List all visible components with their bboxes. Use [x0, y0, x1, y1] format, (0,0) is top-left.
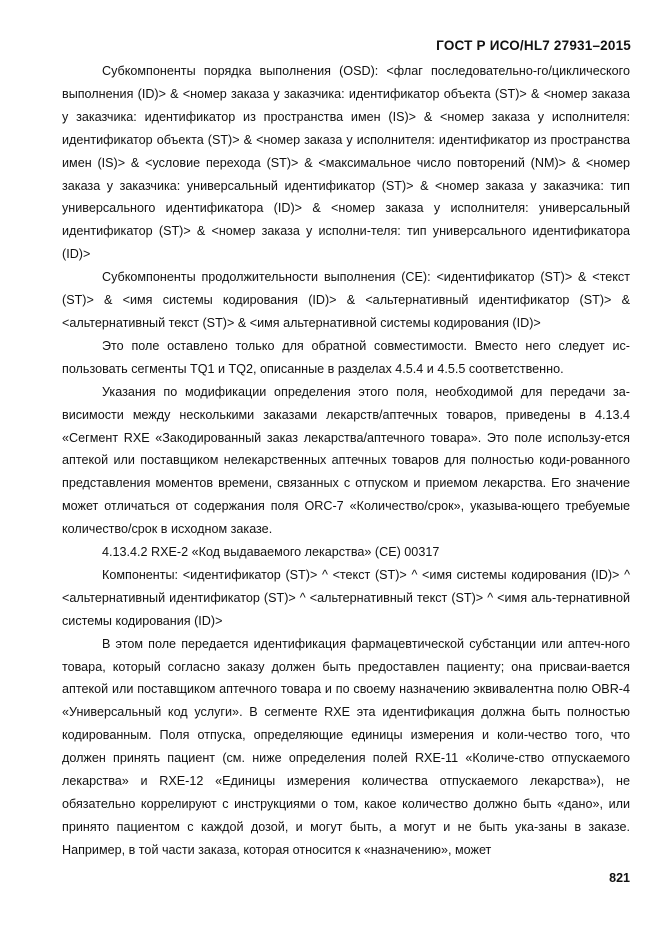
paragraph-field-description: В этом поле передается идентификация фармацевтической субстанции или аптеч-ного товара, который согласно заказу должен быть предоставлен пациенту; она присваи-вается аптекой или поставщиком аптечного товара и по своему назначению эквивалентна полю OBR-4 «Универсальный код услуги». В сегменте RXE эта идентификация должна быть полностью кодированным. Поля отпуска, определяющие единицы измерения и коли-чество того, что должен принять пациент (см. ниже определения полей RXE-11 «Количе-ство отпускаемого лекарства» и RXE-12 «Единицы измерения количества отпускаемого лекарства»), не обязательно коррелируют с инструкциями о том, какое количество должно быть «дано», или принято пациентом с каждой дозой, и могут быть, а могут и не быть ука-заны в заказе. Например, в той части заказа, которая относится к «назначению», может — [62, 636, 630, 857]
document-header: ГОСТ Р ИСО/HL7 27931–2015 — [436, 38, 631, 53]
paragraph-components: Компоненты: <идентификатор (ST)> ^ <текст (ST)> ^ <имя системы кодирования (ID)> ^ <альтернативный идентификатор (ST)> ^ <альтернативный текст (ST)> ^ <имя аль-тернативной системы кодирования (ID)> — [62, 567, 630, 628]
paragraph-modification-instructions: Указания по модификации определения этого поля, необходимой для передачи за-висимости между несколькими заказами лекарств/аптечных товаров, приведены в 4.13.4 «Сегмент RXE «Закодированный заказ лекарства/аптечного товара». Это поле использу-ется аптекой или поставщиком нелекарственных аптечных товаров для полностью коди-рованного представления моментов времени, связанных с отпуском и приемом лекарства. Его значение может отличаться от содержания поля ORC-7 «Количество/срок», указыва-ющего требуемые количество/срок в исходном заказе. — [62, 384, 630, 537]
page-number: 821 — [609, 871, 630, 885]
section-heading-rxe-2: 4.13.4.2 RXE-2 «Код выдаваемого лекарства» (CE) 00317 — [102, 545, 440, 560]
paragraph-osd-subcomponents: Субкомпоненты порядка выполнения (OSD): <флаг последовательно-го/циклического выполнения (ID)> & <номер заказа у заказчика: идентификатор объекта (ST)> & <номер заказа у заказчика: идентификатор из пространства имен (IS)> & <номер заказа у исполнителя: идентификатор объекта (ST)> & <номер заказа у исполнителя: идентификатор из пространства имен (IS)> & <условие перехода (ST)> & <максимальное число повторений (NM)> & <номер заказа у заказчика: универсальный идентификатор (ST)> & <номер заказа у заказчика: тип универсального идентификатора (ID)> & <номер заказа у исполнителя: универсальный идентификатор (ST)> & <номер заказа у исполни-теля: тип универсального идентификатора (ID)> — [62, 64, 630, 262]
document-body — [62, 60, 630, 862]
paragraph-ce-subcomponents: Субкомпоненты продолжительности выполнения (CE): <идентификатор (ST)> & <текст (ST)> & <имя системы кодирования (ID)> & <альтернативный идентификатор (ST)> & <альтернативный текст (ST)> & <имя альтернативной системы кодирования (ID)> — [62, 270, 630, 330]
paragraph-compatibility-note: Это поле оставлено только для обратной совместимости. Вместо него следует ис-пользовать сегменты TQ1 и TQ2, описанные в разделах 4.5.4 и 4.5.5 соответственно. — [62, 338, 630, 376]
